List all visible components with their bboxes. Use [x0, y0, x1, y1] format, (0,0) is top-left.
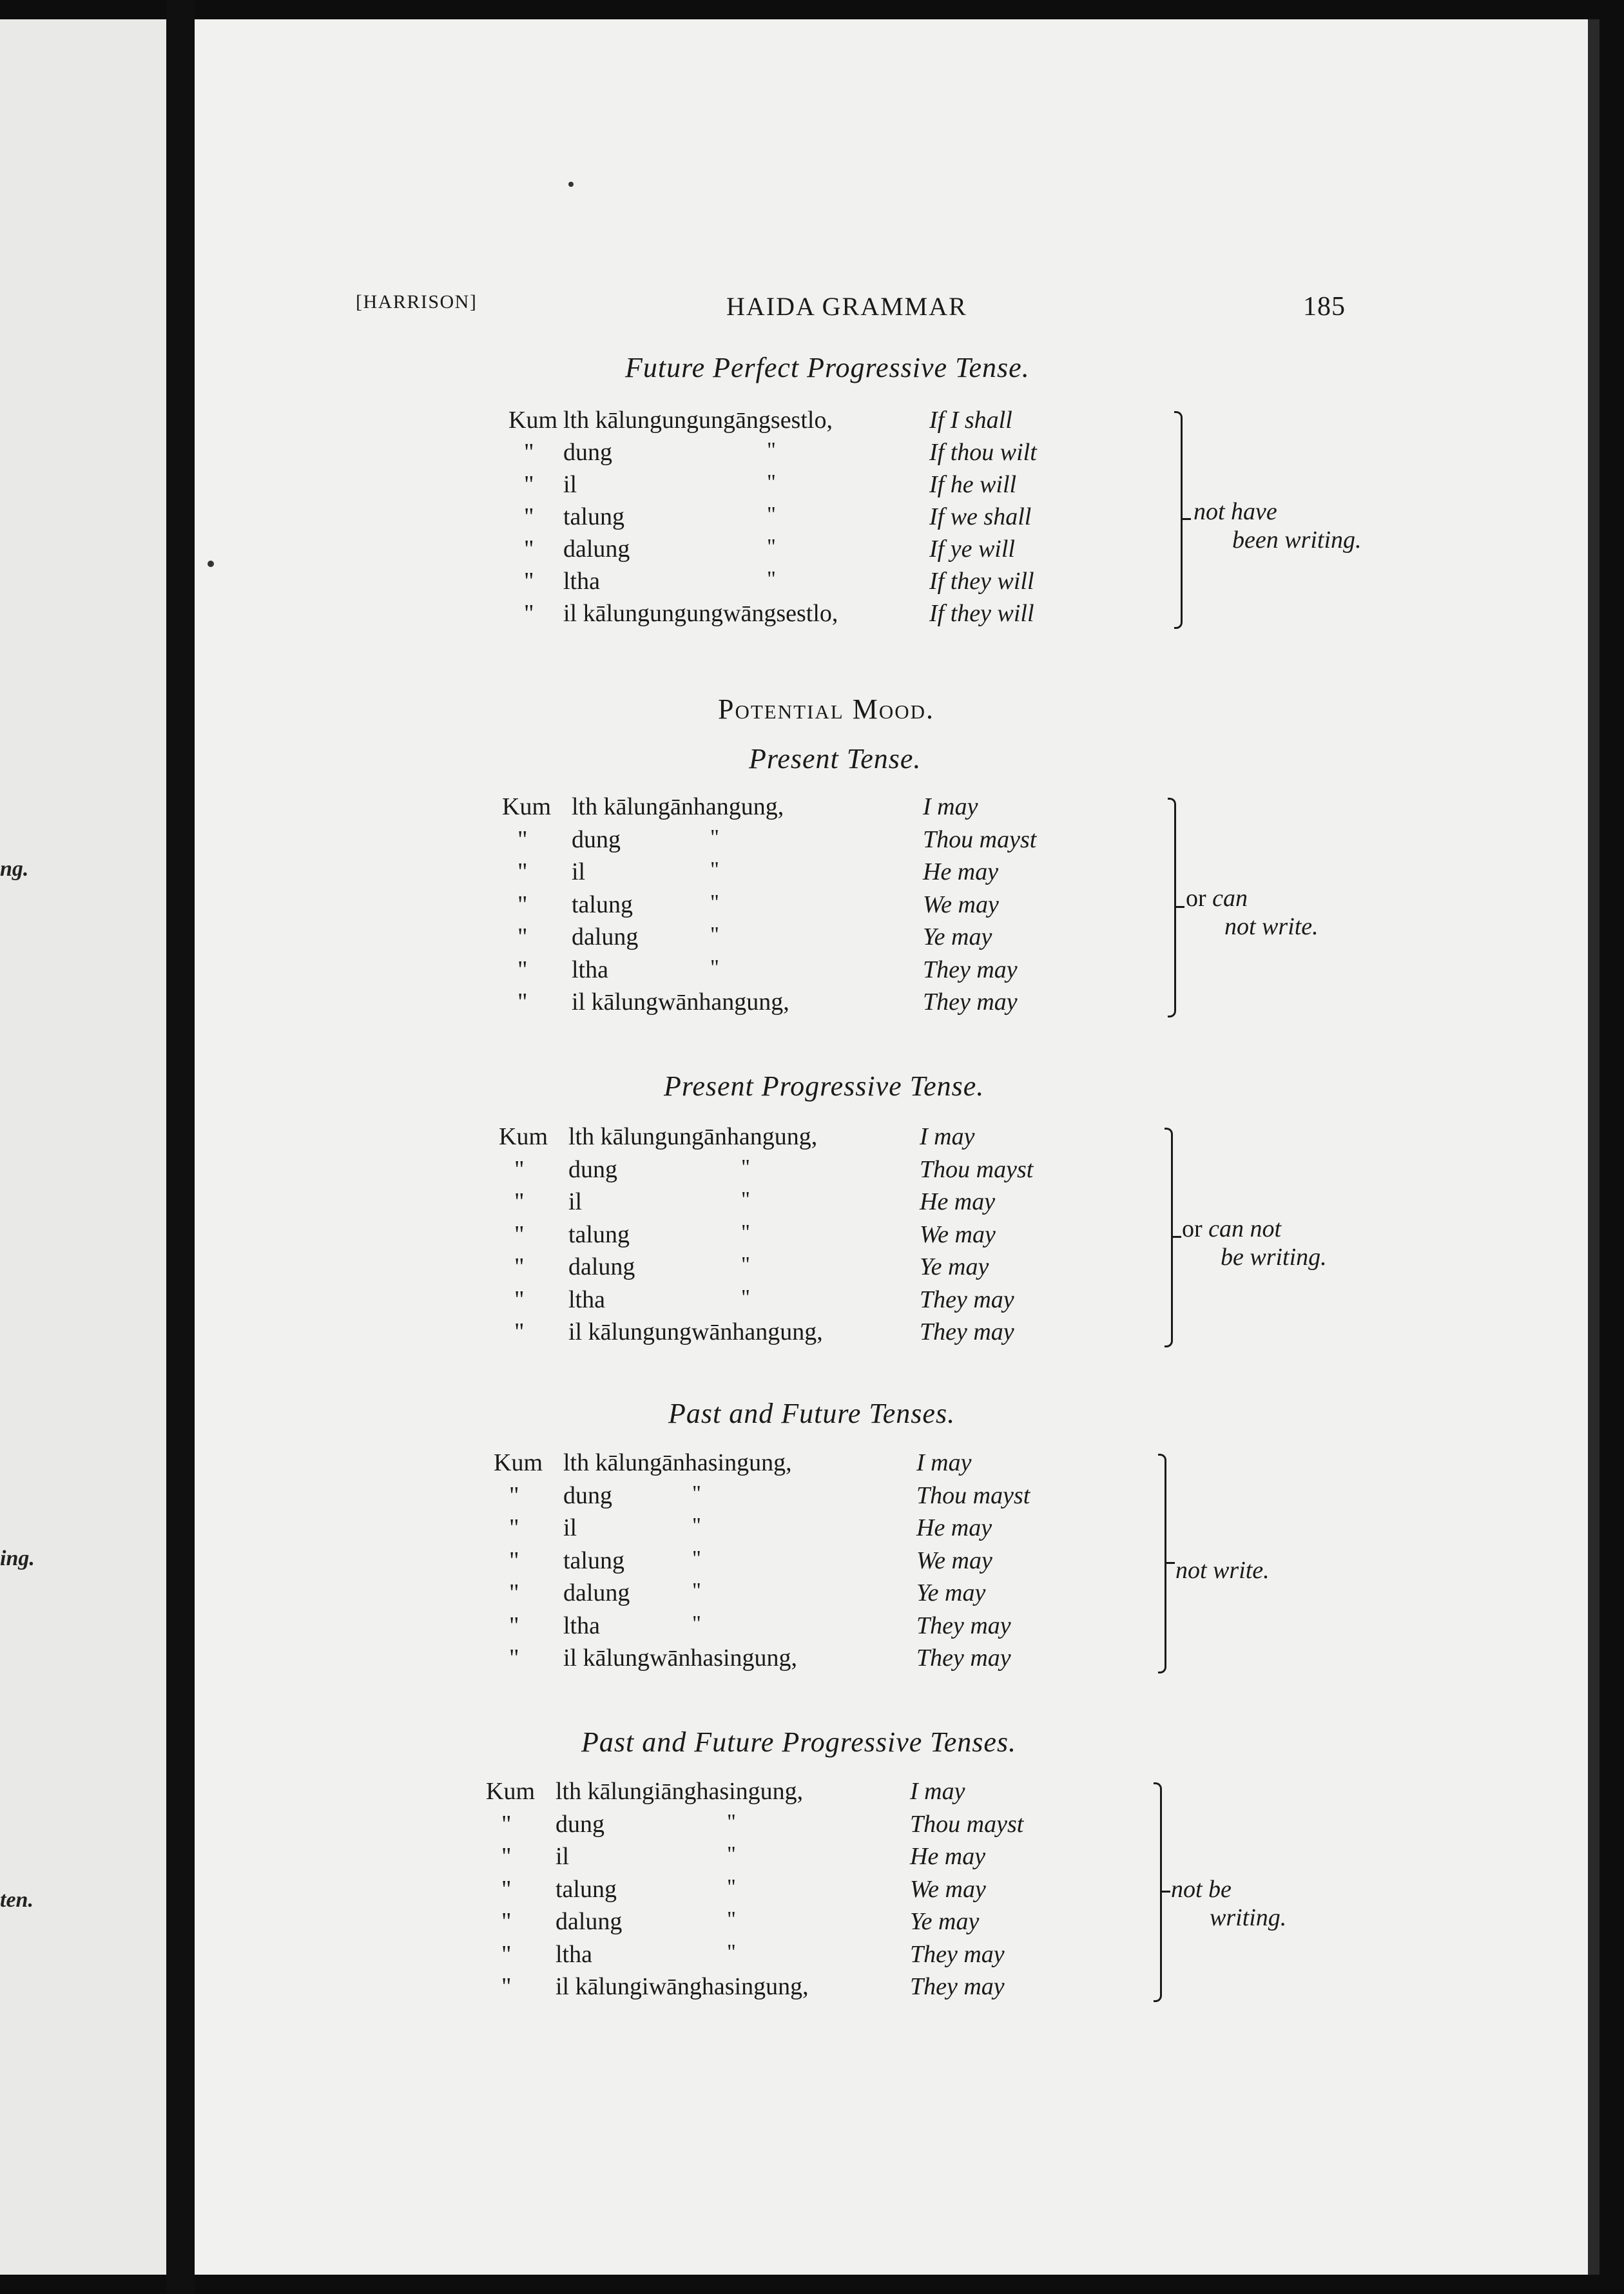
row-lead: " [501, 1940, 512, 1968]
grouping-brace [1158, 1454, 1166, 1673]
row-translation: He may [910, 1843, 986, 1870]
ditto-mark: " [727, 1907, 736, 1931]
row-lead: " [524, 568, 534, 595]
row-translation: We may [910, 1875, 986, 1903]
brace-note-italic: not be [1171, 1876, 1232, 1903]
row-lead: " [509, 1644, 519, 1672]
row-verb-form: talung [568, 1220, 630, 1248]
print-speck [568, 182, 574, 187]
ditto-mark: " [767, 470, 776, 494]
row-verb-form: lth kālungungānhangung, [568, 1123, 818, 1150]
row-translation: They may [920, 1286, 1014, 1313]
row-verb-form: il [563, 471, 577, 498]
brace-note-plain: or [1186, 885, 1213, 912]
row-translation: If they will [929, 600, 1034, 627]
tense-title: Present Tense. [749, 743, 922, 775]
brace-note-line2: be writing. [1221, 1244, 1327, 1271]
row-verb-form: il [572, 858, 586, 885]
ditto-mark: " [692, 1514, 701, 1537]
row-verb-form: lth kālungānhasingung, [563, 1449, 792, 1476]
brace-tip [1172, 1236, 1181, 1238]
left-facing-page [0, 19, 166, 2275]
ditto-mark: " [692, 1579, 701, 1603]
row-translation: Thou mayst [916, 1481, 1030, 1509]
row-verb-form: talung [563, 503, 624, 530]
ditto-mark: " [710, 825, 719, 849]
row-lead: " [524, 471, 534, 498]
row-translation: We may [916, 1547, 992, 1574]
row-verb-form: lth kālungungungāngsestlo, [563, 407, 833, 434]
row-lead: " [517, 956, 528, 983]
row-translation: Ye may [920, 1253, 989, 1280]
row-translation: They may [920, 1318, 1014, 1345]
row-lead: " [524, 503, 534, 530]
grouping-brace [1165, 1128, 1173, 1347]
row-verb-form: il kālungungwānhangung, [568, 1318, 823, 1345]
brace-tip [1175, 906, 1184, 908]
brace-note-line2: been writing. [1232, 526, 1362, 554]
brace-note [1171, 1875, 1286, 1932]
tense-title: Past and Future Tenses. [668, 1398, 956, 1429]
brace-note [1175, 1556, 1270, 1585]
row-translation: I may [910, 1778, 965, 1805]
ditto-mark: " [741, 1285, 750, 1309]
ditto-mark: " [710, 858, 719, 882]
row-verb-form: il kālungwānhangung, [572, 988, 789, 1016]
ditto-mark: " [741, 1220, 750, 1244]
row-translation: I may [916, 1449, 972, 1476]
row-verb-form: il kālungwānhasingung, [563, 1644, 798, 1672]
ditto-mark: " [710, 890, 719, 914]
ditto-mark: " [692, 1481, 701, 1505]
row-verb-form: dung [563, 1481, 612, 1509]
grouping-brace [1174, 411, 1183, 629]
ditto-mark: " [727, 1842, 736, 1866]
ditto-mark: " [741, 1188, 750, 1211]
row-translation: He may [923, 858, 999, 885]
brace-note-line2: writing. [1210, 1904, 1287, 1931]
row-verb-form: dung [572, 825, 621, 853]
ditto-mark: " [741, 1253, 750, 1277]
row-lead: Kum [508, 407, 557, 434]
brace-note [1194, 497, 1362, 554]
row-verb-form: il [568, 1188, 583, 1215]
row-verb-form: dung [563, 439, 612, 466]
brace-note-plain: or [1182, 1215, 1209, 1242]
ditto-mark: " [710, 955, 719, 979]
row-verb-form: ltha [563, 568, 600, 595]
running-title: HAIDA GRAMMAR [726, 292, 967, 321]
brace-tip [1182, 518, 1191, 520]
row-lead: " [509, 1579, 519, 1606]
row-lead: " [514, 1155, 525, 1183]
row-lead: Kum [486, 1778, 535, 1805]
author-tag: [HARRISON] [356, 291, 478, 313]
page-edge [1588, 19, 1600, 2275]
row-lead: " [514, 1188, 525, 1215]
row-lead: " [514, 1253, 525, 1280]
row-translation: Ye may [916, 1579, 986, 1606]
brace-note-italic: not have [1194, 498, 1277, 525]
left-page-fragment: ing. [0, 1547, 35, 1570]
row-translation: We may [923, 891, 999, 918]
row-lead: Kum [494, 1449, 543, 1476]
row-translation: They may [916, 1612, 1011, 1639]
row-translation: If he will [929, 471, 1017, 498]
row-lead: " [517, 825, 528, 853]
ditto-mark: " [741, 1155, 750, 1179]
row-verb-form: il kālungungungwāngsestlo, [563, 600, 838, 627]
row-translation: If ye will [929, 535, 1015, 563]
row-translation: He may [920, 1188, 996, 1215]
print-speck [208, 561, 214, 567]
row-lead: Kum [502, 793, 551, 820]
row-verb-form: dung [568, 1155, 617, 1183]
row-lead: " [517, 891, 528, 918]
row-translation: They may [923, 956, 1018, 983]
tense-title: Past and Future Progressive Tenses. [581, 1726, 1016, 1758]
row-translation: They may [916, 1644, 1011, 1672]
brace-note-italic: not write. [1175, 1557, 1270, 1584]
row-translation: Thou mayst [920, 1155, 1034, 1183]
row-translation: They may [910, 1973, 1005, 2000]
row-verb-form: dalung [568, 1253, 635, 1280]
row-verb-form: lth kālungānhangung, [572, 793, 784, 820]
row-lead: " [501, 1843, 512, 1870]
row-translation: They may [923, 988, 1018, 1016]
grouping-brace [1154, 1782, 1162, 2002]
book-page [195, 19, 1588, 2275]
row-lead: " [514, 1318, 525, 1345]
row-lead: " [501, 1973, 512, 2000]
tense-title: Future Perfect Progressive Tense. [625, 352, 1030, 383]
row-verb-form: lth kālungiānghasingung, [556, 1778, 804, 1805]
left-page-fragment: ng. [0, 857, 29, 881]
row-lead: " [509, 1514, 519, 1541]
row-lead: " [517, 988, 528, 1016]
brace-note-italic: can [1212, 885, 1248, 912]
row-translation: If I shall [929, 407, 1012, 434]
row-verb-form: il [556, 1843, 570, 1870]
row-translation: If they will [929, 568, 1034, 595]
row-verb-form: dalung [563, 1579, 630, 1606]
brace-tip [1166, 1562, 1175, 1564]
row-verb-form: dung [556, 1810, 604, 1838]
row-lead: " [501, 1908, 512, 1935]
row-verb-form: talung [572, 891, 633, 918]
row-verb-form: ltha [563, 1612, 600, 1639]
ditto-mark: " [727, 1875, 736, 1899]
brace-note-italic: can not [1208, 1215, 1282, 1242]
row-verb-form: il kālungiwānghasingung, [556, 1973, 809, 2000]
row-translation: If we shall [929, 503, 1032, 530]
row-verb-form: il [563, 1514, 577, 1541]
row-translation: I may [923, 793, 978, 820]
row-translation: Thou mayst [910, 1810, 1024, 1838]
ditto-mark: " [767, 567, 776, 591]
row-lead: " [517, 858, 528, 885]
row-translation: Ye may [923, 923, 992, 950]
row-verb-form: ltha [568, 1286, 605, 1313]
row-lead: " [514, 1220, 525, 1248]
row-lead: " [509, 1547, 519, 1574]
tense-title: Present Progressive Tense. [664, 1070, 985, 1102]
mood-title: Potential Mood. [718, 693, 934, 725]
row-lead: " [501, 1875, 512, 1903]
row-verb-form: dalung [556, 1908, 623, 1935]
row-verb-form: ltha [556, 1940, 592, 1968]
ditto-mark: " [767, 503, 776, 526]
grouping-brace [1168, 798, 1176, 1017]
brace-tip [1161, 1891, 1170, 1893]
row-lead: " [509, 1612, 519, 1639]
row-verb-form: dalung [563, 535, 630, 563]
row-translation: He may [916, 1514, 992, 1541]
row-translation: They may [910, 1940, 1005, 1968]
book-gutter [166, 0, 195, 2294]
ditto-mark: " [767, 535, 776, 559]
ditto-mark: " [692, 1611, 701, 1635]
row-lead: " [501, 1810, 512, 1838]
row-translation: We may [920, 1220, 996, 1248]
row-verb-form: talung [556, 1875, 617, 1903]
ditto-mark: " [727, 1940, 736, 1964]
row-lead: " [517, 923, 528, 950]
row-lead: " [514, 1286, 525, 1313]
row-translation: Thou mayst [923, 825, 1037, 853]
ditto-mark: " [767, 438, 776, 462]
row-lead: Kum [499, 1123, 548, 1150]
row-verb-form: talung [563, 1547, 624, 1574]
row-lead: " [524, 439, 534, 466]
brace-note [1186, 884, 1319, 941]
row-translation: I may [920, 1123, 975, 1150]
ditto-mark: " [710, 923, 719, 947]
left-page-fragment: ten. [0, 1888, 34, 1912]
ditto-mark: " [727, 1809, 736, 1834]
page-number: 185 [1303, 292, 1346, 322]
row-translation: If thou wilt [929, 439, 1037, 466]
row-lead: " [524, 535, 534, 563]
brace-note [1182, 1215, 1327, 1271]
brace-note-line2: not write. [1224, 913, 1319, 940]
row-translation: Ye may [910, 1908, 980, 1935]
ditto-mark: " [692, 1546, 701, 1570]
row-lead: " [524, 600, 534, 627]
row-verb-form: dalung [572, 923, 639, 950]
row-lead: " [509, 1481, 519, 1509]
row-verb-form: ltha [572, 956, 608, 983]
